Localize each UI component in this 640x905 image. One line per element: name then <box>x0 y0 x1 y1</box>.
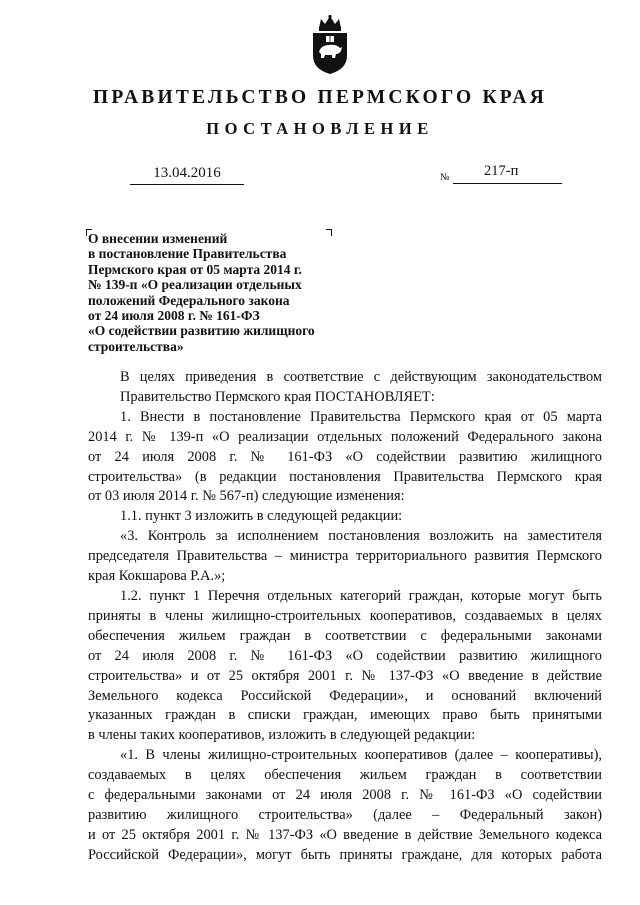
body-line: председателя Правительства – министра территориального развития Пермского <box>88 548 602 565</box>
subject-line: № 139-п «О реализации отдельных <box>88 277 302 293</box>
document-number: 217-п <box>484 163 519 179</box>
subject-line: Пермского края от 05 марта 2014 г. <box>88 261 302 277</box>
subject-line: О внесении изменений <box>88 231 228 246</box>
body-line: развитию жилищного строительства» (далее – Федеральный закон) <box>88 806 602 823</box>
body-line: от 24 июля 2008 г. № 161-ФЗ «О содействии развитию жилищного <box>88 647 602 664</box>
body-line: указанных граждан в списки граждан, имеющих право быть принятыми <box>88 707 602 724</box>
document-subject <box>88 231 338 354</box>
body-line: 1. Внести в постановление Правительства Пермского края от 05 марта <box>120 408 602 425</box>
body-line: 1.1. пункт 3 изложить в следующей редакции: <box>120 508 403 525</box>
body-line: создаваемых в целях обеспечения жильем граждан в соответствии <box>88 767 602 784</box>
body-line: Российской Федерации», могут быть приняты граждане, для которых работа <box>88 846 602 863</box>
subject-line: строительства» <box>88 338 184 354</box>
body-line: строительства» (в редакции постановления Правительства Пермского края <box>88 468 602 485</box>
subject-line: от 24 июля 2008 г. № 161-ФЗ <box>88 308 260 324</box>
subject-line: в постановление Правительства <box>88 246 287 262</box>
number-field <box>440 162 562 184</box>
body-line: обеспечения жильем граждан в соответствии с федеральными законами <box>88 627 602 644</box>
document-date: 13.04.2016 <box>153 165 221 181</box>
body-line: Правительство Пермского края ПОСТАНОВЛЯЕТ: <box>120 388 435 405</box>
body-line: от 03 июля 2014 г. № 567-п) следующие изменения: <box>88 488 405 505</box>
body-line: края Кокшарова Р.А.»; <box>88 568 226 585</box>
body-line: от 24 июля 2008 г. № 161-ФЗ «О содействии развитию жилищного <box>88 448 602 465</box>
body-line: 2014 г. № 139-п «О реализации отдельных положений Федерального закона <box>88 428 602 445</box>
body-line: с федеральными законами от 24 июля 2008 г. № 161-ФЗ «О содействии <box>88 787 602 804</box>
document-type: ПОСТАНОВЛЕНИЕ <box>206 119 434 138</box>
body-line: «3. Контроль за исполнением постановления возложить на заместителя <box>120 528 602 545</box>
perm-krai-coat-of-arms-icon <box>309 14 351 76</box>
number-sign: № <box>440 172 450 183</box>
body-line: В целях приведения в соответствие с действующим законодательством <box>120 369 602 385</box>
document-body <box>88 368 602 866</box>
subject-line: положений Федерального закона <box>88 292 290 308</box>
subject-line: «О содействии развитию жилищного <box>88 323 315 339</box>
body-line: в члены таких кооперативов, изложить в следующей редакции: <box>88 727 476 744</box>
body-line: строительства» и от 25 октября 2001 г. № 137-ФЗ «О введение в действие <box>88 667 602 684</box>
body-line: и от 25 октября 2001 г. № 137-ФЗ «О введение в действие Земельного кодекса <box>88 826 602 843</box>
body-line: «1. В члены жилищно-строительных кооперативов (далее – кооперативы), <box>120 747 602 764</box>
date-field <box>130 162 244 185</box>
government-title: ПРАВИТЕЛЬСТВО ПЕРМСКОГО КРАЯ <box>93 87 547 108</box>
body-line: приняты в члены жилищно-строительных кооперативов, создаваемых в целях <box>88 607 602 624</box>
number-underline <box>453 183 562 184</box>
body-line: 1.2. пункт 1 Перечня отдельных категорий граждан, которые могут быть <box>120 587 602 604</box>
body-line: Земельного кодекса Российской Федерации», и оснований включений <box>88 687 602 704</box>
